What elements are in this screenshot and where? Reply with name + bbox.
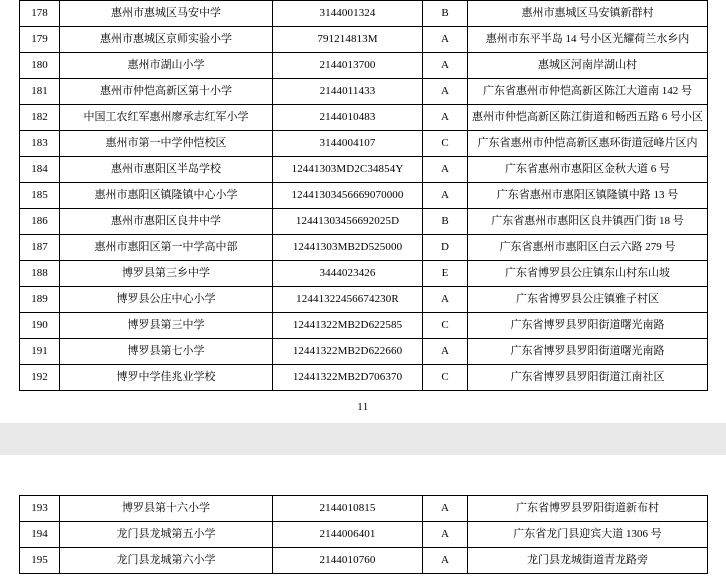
cell-index: 187: [20, 235, 60, 261]
cell-code: 2144010760: [273, 548, 423, 574]
cell-address: 广东省惠州市惠阳区镇隆镇中路 13 号: [468, 183, 708, 209]
cell-type: A: [423, 53, 468, 79]
cell-type: A: [423, 339, 468, 365]
cell-type: A: [423, 105, 468, 131]
table-row: [20, 365, 708, 391]
cell-address: 广东省博罗县公庄镇雅子村区: [468, 287, 708, 313]
cell-school-name: 博罗县第十六小学: [60, 496, 273, 522]
cell-school-name: 惠州市惠阳区半岛学校: [60, 157, 273, 183]
cell-school-name: 惠州市第一中学仲恺校区: [60, 131, 273, 157]
cell-school-name: 博罗县第三中学: [60, 313, 273, 339]
cell-address: 广东省博罗县罗阳街道江南社区: [468, 365, 708, 391]
cell-address: 龙门县龙城街道青龙路旁: [468, 548, 708, 574]
cell-index: 179: [20, 27, 60, 53]
cell-type: C: [423, 365, 468, 391]
cell-school-name: 博罗县第三乡中学: [60, 261, 273, 287]
table-row: [20, 522, 708, 548]
cell-index: 194: [20, 522, 60, 548]
table-row: [20, 339, 708, 365]
cell-address: 广东省惠州市惠阳区白云六路 279 号: [468, 235, 708, 261]
cell-address: 广东省惠州市惠阳区金秋大道 6 号: [468, 157, 708, 183]
cell-code: 12441322MB2D622660: [273, 339, 423, 365]
school-table-top: [19, 0, 708, 391]
table-row: [20, 287, 708, 313]
cell-code: 3144001324: [273, 1, 423, 27]
table-row: [20, 53, 708, 79]
table-row: [20, 131, 708, 157]
cell-code: 2144013700: [273, 53, 423, 79]
cell-type: B: [423, 1, 468, 27]
cell-index: 186: [20, 209, 60, 235]
cell-index: 182: [20, 105, 60, 131]
cell-school-name: 惠州市仲恺高新区第十小学: [60, 79, 273, 105]
cell-school-name: 龙门县龙城第五小学: [60, 522, 273, 548]
cell-type: A: [423, 157, 468, 183]
cell-code: 2144011433: [273, 79, 423, 105]
table-row: [20, 183, 708, 209]
cell-code: 2144010815: [273, 496, 423, 522]
cell-type: B: [423, 209, 468, 235]
table-row: [20, 548, 708, 574]
cell-type: D: [423, 235, 468, 261]
cell-code: 12441303456692025D: [273, 209, 423, 235]
table-row: [20, 105, 708, 131]
cell-address: 广东省博罗县公庄镇东山村东山坡: [468, 261, 708, 287]
school-table-bottom: [19, 495, 708, 574]
cell-address: 广东省博罗县罗阳街道曙光南路: [468, 313, 708, 339]
cell-type: A: [423, 522, 468, 548]
cell-type: A: [423, 27, 468, 53]
table-row: [20, 261, 708, 287]
cell-code: 791214813M: [273, 27, 423, 53]
cell-index: 195: [20, 548, 60, 574]
cell-address: 广东省博罗县罗阳街道曙光南路: [468, 339, 708, 365]
cell-index: 183: [20, 131, 60, 157]
cell-index: 188: [20, 261, 60, 287]
cell-type: A: [423, 287, 468, 313]
cell-code: 12441303MD2C34854Y: [273, 157, 423, 183]
cell-address: 惠州市惠城区马安镇新群村: [468, 1, 708, 27]
table-row: [20, 235, 708, 261]
cell-code: 12441322MB2D622585: [273, 313, 423, 339]
cell-address: 惠州市东平半岛 14 号小区光耀荷兰水乡内: [468, 27, 708, 53]
table-row: [20, 27, 708, 53]
cell-index: 184: [20, 157, 60, 183]
cell-type: C: [423, 131, 468, 157]
cell-school-name: 惠州市湖山小学: [60, 53, 273, 79]
cell-index: 189: [20, 287, 60, 313]
table-row: [20, 313, 708, 339]
cell-school-name: 中国工农红军惠州廖承志红军小学: [60, 105, 273, 131]
cell-school-name: 惠州市惠阳区第一中学高中部: [60, 235, 273, 261]
cell-index: 180: [20, 53, 60, 79]
cell-school-name: 惠州市惠城区京师实验小学: [60, 27, 273, 53]
cell-type: A: [423, 496, 468, 522]
cell-address: 广东省惠州市仲恺高新区惠环街道冠峰片区内: [468, 131, 708, 157]
cell-code: 3444023426: [273, 261, 423, 287]
cell-code: 2144006401: [273, 522, 423, 548]
cell-school-name: 龙门县龙城第六小学: [60, 548, 273, 574]
cell-index: 181: [20, 79, 60, 105]
table-row: [20, 496, 708, 522]
page-number: 11: [357, 401, 369, 413]
cell-address: 惠城区河南岸湖山村: [468, 53, 708, 79]
cell-type: A: [423, 79, 468, 105]
cell-school-name: 博罗中学佳兆业学校: [60, 365, 273, 391]
cell-code: 3144004107: [273, 131, 423, 157]
cell-school-name: 惠州市惠城区马安中学: [60, 1, 273, 27]
table-row: [20, 157, 708, 183]
cell-address: 广东省惠州市惠阳区良井镇西门街 18 号: [468, 209, 708, 235]
page-separator: [0, 423, 726, 455]
cell-index: 192: [20, 365, 60, 391]
cell-address: 广东省惠州市仲恺高新区陈江大道南 142 号: [468, 79, 708, 105]
cell-type: A: [423, 548, 468, 574]
cell-code: 2144010483: [273, 105, 423, 131]
cell-code: 12441303MB2D525000: [273, 235, 423, 261]
table-page-bottom: [0, 455, 726, 574]
cell-address: 惠州市仲恺高新区陈江街道和畅西五路 6 号小区: [468, 105, 708, 131]
cell-index: 185: [20, 183, 60, 209]
cell-index: 190: [20, 313, 60, 339]
cell-code: 12441322456674230R: [273, 287, 423, 313]
cell-school-name: 惠州市惠阳区良井中学: [60, 209, 273, 235]
cell-code: 12441303456669070000: [273, 183, 423, 209]
cell-index: 191: [20, 339, 60, 365]
cell-school-name: 惠州市惠阳区镇隆镇中心小学: [60, 183, 273, 209]
cell-type: C: [423, 313, 468, 339]
cell-type: E: [423, 261, 468, 287]
cell-code: 12441322MB2D706370: [273, 365, 423, 391]
cell-type: A: [423, 183, 468, 209]
table-row: [20, 209, 708, 235]
cell-address: 广东省博罗县罗阳街道新布村: [468, 496, 708, 522]
cell-school-name: 博罗县公庄中心小学: [60, 287, 273, 313]
cell-school-name: 博罗县第七小学: [60, 339, 273, 365]
cell-address: 广东省龙门县迎宾大道 1306 号: [468, 522, 708, 548]
table-row: [20, 1, 708, 27]
cell-index: 193: [20, 496, 60, 522]
table-row: [20, 79, 708, 105]
cell-index: 178: [20, 1, 60, 27]
